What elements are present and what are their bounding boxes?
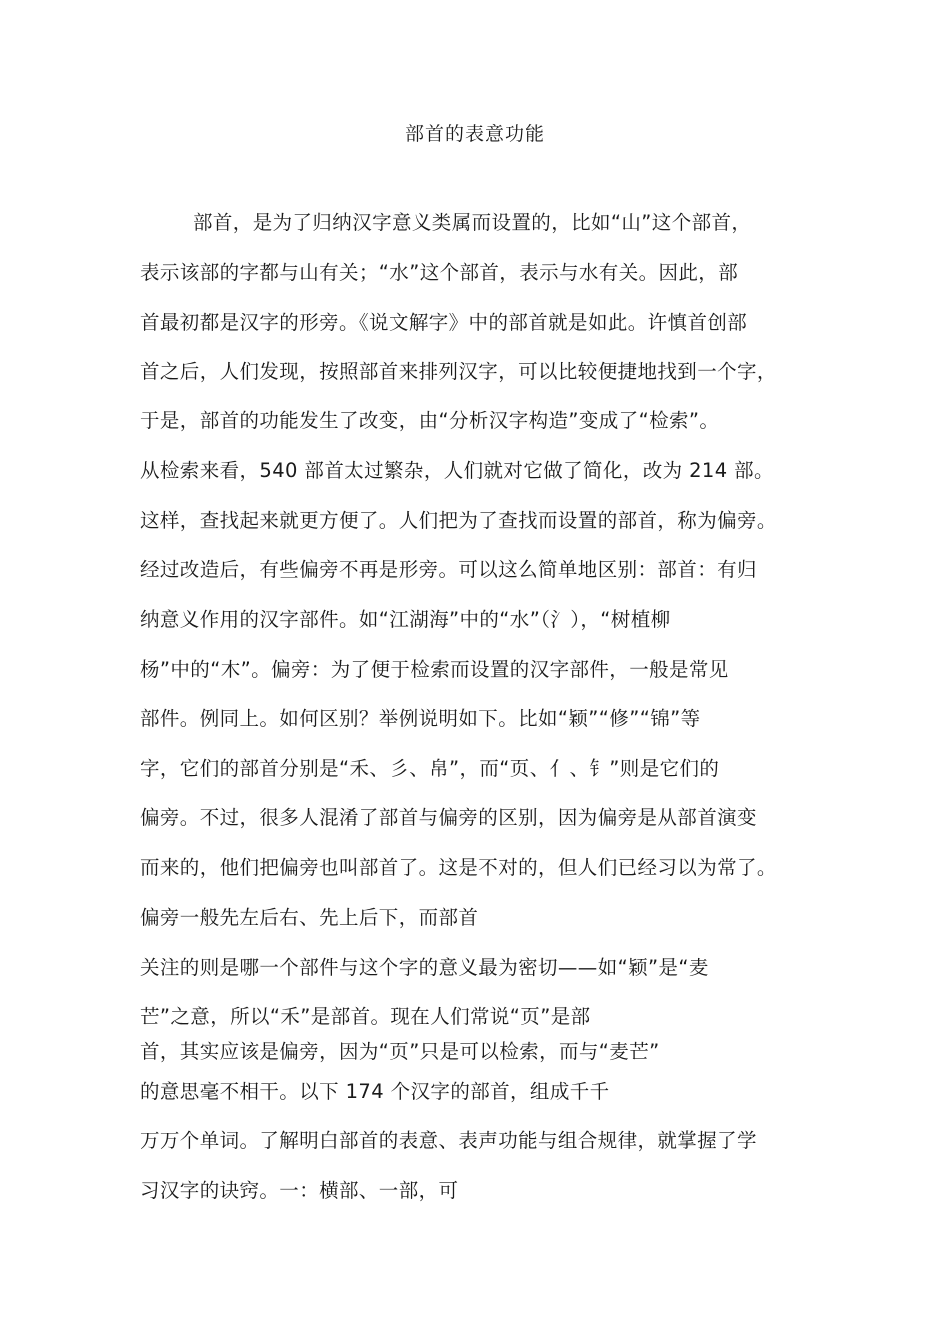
body-line: 这样，查找起来就更方便了。人们把为了查找而设置的部首，称为偏旁。 xyxy=(140,509,777,532)
body-line: 首之后，人们发现，按照部首来排列汉字，可以比较便捷地找到一个字， xyxy=(140,360,777,383)
page-title: 部首的表意功能 xyxy=(404,123,545,145)
body-line: 万万个单词。了解明白部首的表意、表声功能与组合规律，就掌握了学 xyxy=(140,1129,757,1152)
body-line: 于是，部首的功能发生了改变，由“分析汉字构造”变成了“检索”。 xyxy=(140,409,720,432)
body-line: 表示该部的字都与山有关；“水”这个部首，表示与水有关。因此，部 xyxy=(140,261,739,284)
body-line: 首最初都是汉字的形旁。《说文解字》中的部首就是如此。许慎首创部 xyxy=(140,311,748,334)
body-line: 杨”中的“木”。偏旁：为了便于检索而设置的汉字部件，一般是常见 xyxy=(140,658,729,681)
body-line: 偏旁一般先左后右、先上后下，而部首 xyxy=(140,906,479,929)
body-line: 字，它们的部首分别是“禾、彡、帛”，而“页、亻、钅”则是它们的 xyxy=(140,757,720,780)
body-line: 芒”之意，所以“禾”是部首。现在人们常说“页”是部 xyxy=(140,1005,591,1028)
body-line: 而来的，他们把偏旁也叫部首了。这是不对的，但人们已经习以为常了。 xyxy=(140,856,777,879)
body-line: 关注的则是哪一个部件与这个字的意义最为密切——如“颖”是“麦 xyxy=(140,956,709,979)
body-line: 经过改造后，有些偏旁不再是形旁。可以这么简单地区别：部首：有归 xyxy=(140,558,757,581)
body-line: 部件。例同上。如何区别？举例说明如下。比如“颖”“修”“锦”等 xyxy=(140,707,701,730)
body-line: 从检索来看，540 部首太过繁杂，人们就对它做了简化，改为 214 部。 xyxy=(140,459,774,482)
body-line: 首，其实应该是偏旁，因为“页”只是可以检索，而与“麦芒” xyxy=(140,1040,660,1063)
body-line: 纳意义作用的汉字部件。如“江湖海”中的“水”（氵），“树植柳 xyxy=(140,608,671,631)
body-line: 的意思毫不相干。以下 174 个汉字的部首，组成千千 xyxy=(140,1080,610,1103)
body-line: 偏旁。不过，很多人混淆了部首与偏旁的区别，因为偏旁是从部首演变 xyxy=(140,806,757,829)
body-line: 习汉字的诀窍。一：横部、一部，可 xyxy=(140,1179,459,1202)
body-line: 部首，是为了归纳汉字意义类属而设置的，比如“山”这个部首， xyxy=(193,211,752,234)
